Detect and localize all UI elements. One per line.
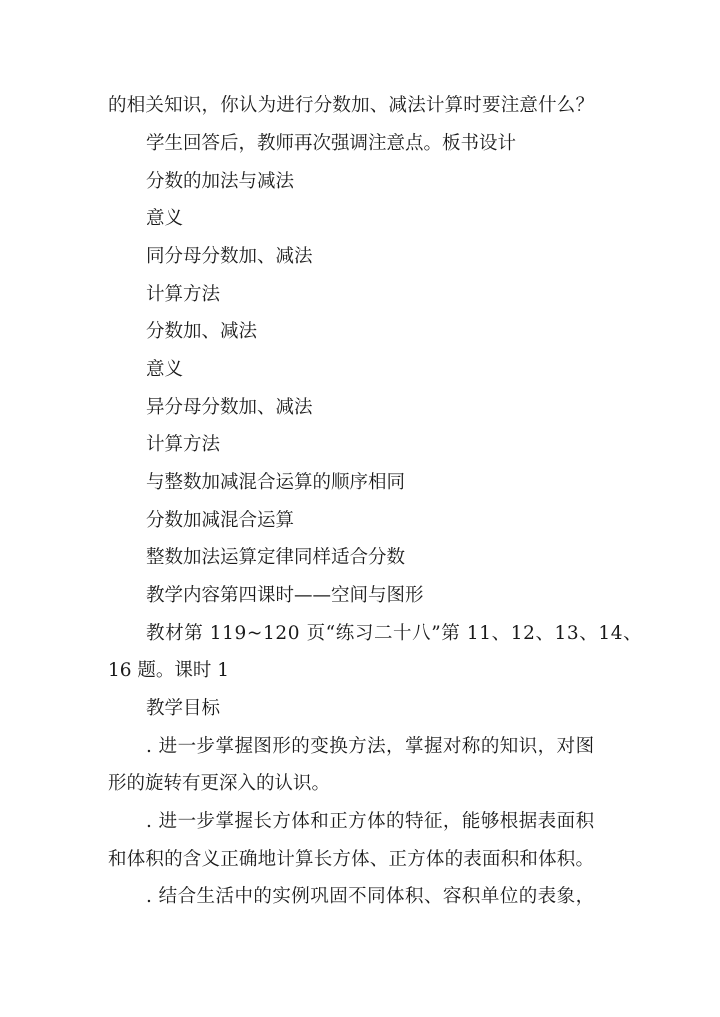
board-item-meaning-2: 意义 <box>146 359 184 380</box>
board-heading: 分数的加法与减法 <box>146 171 295 192</box>
board-item-method-1: 计算方法 <box>146 284 221 305</box>
textbook-reference-line: 教材第 119~120 页“练习二十八”第 11、12、13、14、 <box>146 623 643 644</box>
goal-3-line: . 结合生活中的实例巩固不同体积、容积单位的表象， <box>146 886 595 907</box>
board-item-laws-apply: 整数加法运算定律同样适合分数 <box>146 547 406 568</box>
board-item-method-2: 计算方法 <box>146 434 221 455</box>
goal-2-continuation: 和体积的含义正确地计算长方体、正方体的表面积和体积。 <box>108 849 595 870</box>
teaching-goals-heading: 教学目标 <box>146 698 221 719</box>
lesson-content-heading: 教学内容第四课时——空间与图形 <box>146 585 424 606</box>
goal-2-line: . 进一步掌握长方体和正方体的特征，能够根据表面积 <box>146 811 595 832</box>
textbook-reference-continuation: 16 题。课时 1 <box>108 660 230 681</box>
board-item-same-denominator: 同分母分数加、减法 <box>146 246 313 267</box>
board-item-mixed-operations: 分数加减混合运算 <box>146 510 295 531</box>
board-item-order-rule: 与整数加减混合运算的顺序相同 <box>146 472 406 493</box>
goal-1-continuation: 形的旋转有更深入的认识。 <box>108 773 331 794</box>
board-item-different-denominator: 异分母分数加、减法 <box>146 397 313 418</box>
goal-1-line: . 进一步掌握图形的变换方法，掌握对称的知识，对图 <box>146 736 595 757</box>
board-item-meaning-1: 意义 <box>146 208 184 229</box>
board-item-fraction-add-sub: 分数加、减法 <box>146 321 258 342</box>
paragraph-line-continuation: 的相关知识，你认为进行分数加、减法计算时要注意什么？ <box>108 95 595 116</box>
paragraph-line-teacher-note: 学生回答后，教师再次强调注意点。板书设计 <box>146 133 517 154</box>
